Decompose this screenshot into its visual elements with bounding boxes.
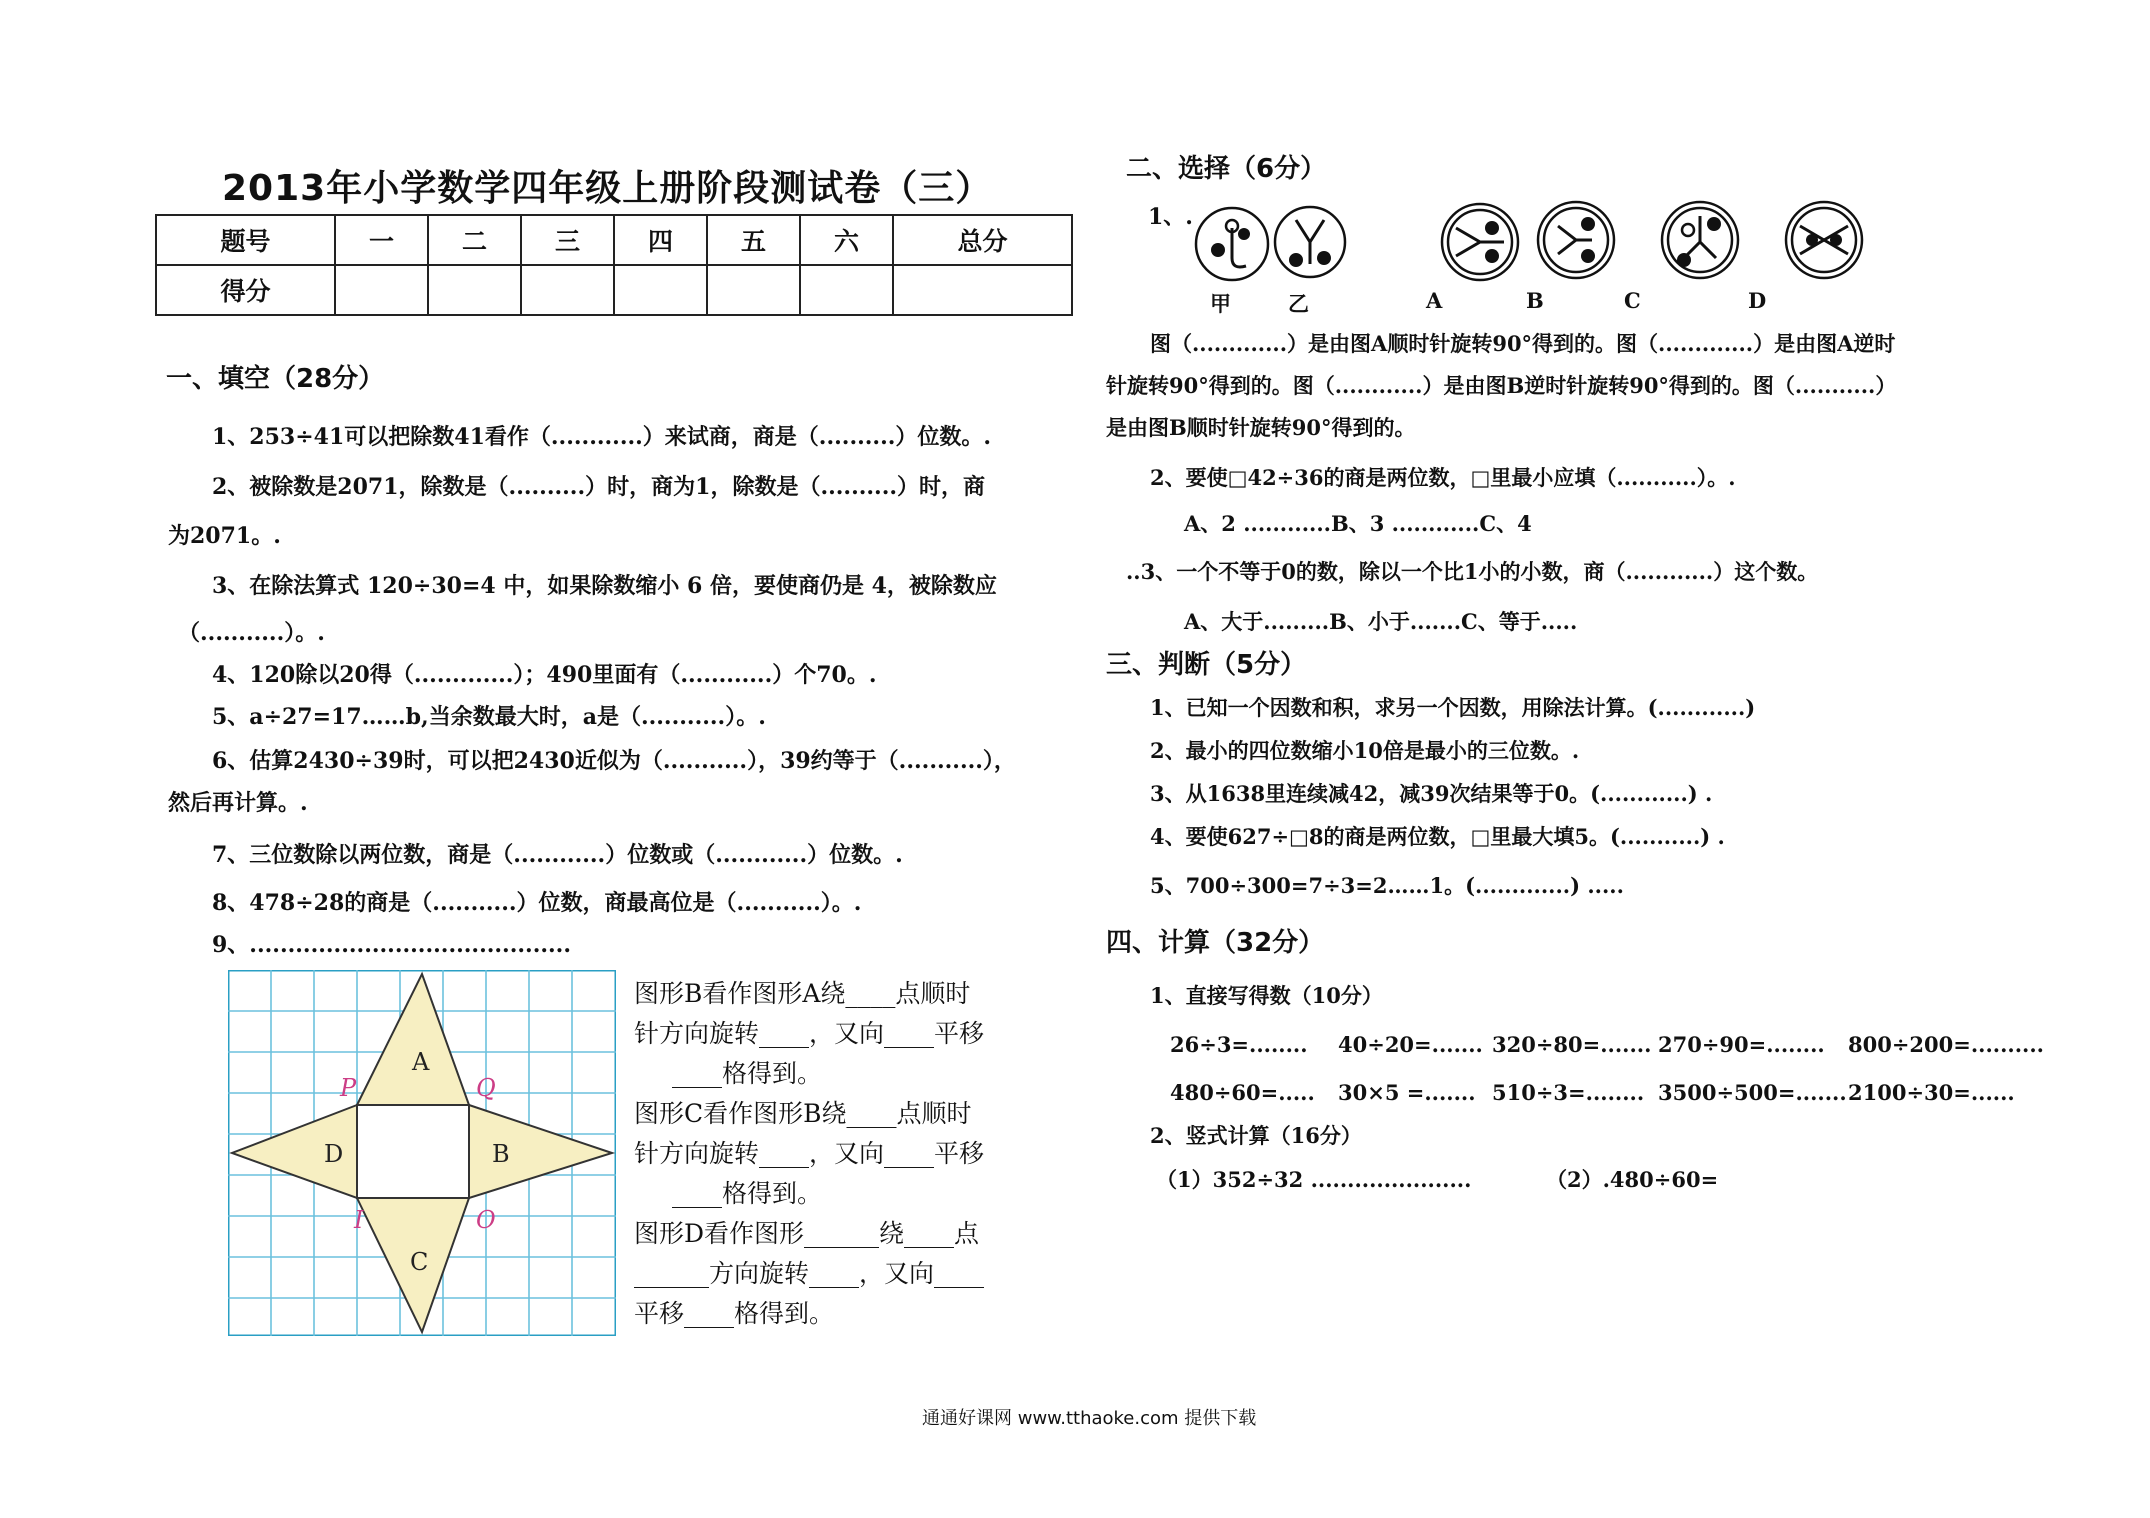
q9-line: 图形C看作图形B绕____点顺时 — [634, 1099, 972, 1128]
figure-yi — [1289, 220, 1331, 267]
figure-a — [1456, 221, 1504, 263]
rotation-grid-figure — [228, 970, 616, 1336]
q9-line: ____格得到。 — [672, 1059, 823, 1088]
circle-label-d: D — [1748, 288, 1767, 313]
question-2-1-line1: 图（.............）是由图A顺时针旋转90°得到的。图（.............）是由图A逆时 — [1150, 331, 1896, 356]
figure-jia — [1211, 220, 1250, 267]
calc-item: 3500÷500=....... — [1658, 1080, 1847, 1105]
label-d: D — [324, 1140, 344, 1168]
judge-item-5: 5、700÷300=7÷3=2……1。(.............) ..... — [1150, 873, 1624, 898]
q9-line: 图形D看作图形______绕____点 — [634, 1219, 980, 1248]
score-header-cell: 总分 — [893, 215, 1072, 265]
question-2-3: ..3、一个不等于0的数，除以一个比1小的小数，商（............）这个数。 — [1126, 559, 1819, 584]
circle-label-yi: 乙 — [1288, 291, 1309, 316]
score-header-cell: 六 — [800, 215, 893, 265]
judge-item-3: 3、从1638里连续减42，减39次结果等于0。(............) . — [1150, 781, 1713, 806]
question-1-1: 1、253÷41可以把除数41看作（............）来试商，商是（..........）位数。. — [212, 424, 992, 450]
page-title: 2013年小学数学四年级上册阶段测试卷（三） — [222, 168, 993, 209]
section-heading-calc: 四、计算（32分） — [1106, 928, 1325, 958]
score-cell[interactable] — [800, 265, 893, 315]
q9-line: 针方向旋转____，又向____平移 — [634, 1019, 985, 1048]
circle-label-b: B — [1526, 288, 1544, 313]
q9-line: 平移____格得到。 — [634, 1299, 835, 1328]
point-i: I — [354, 1206, 364, 1234]
score-cell[interactable] — [614, 265, 707, 315]
question-1-8: 8、478÷28的商是（...........）位数，商最高位是（...........）。. — [212, 890, 862, 916]
question-2-2: 2、要使□42÷36的商是两位数，□里最小应填（...........）。. — [1150, 465, 1736, 490]
calc-item: 480÷60=..... — [1170, 1080, 1315, 1105]
question-1-6-cont: 然后再计算。. — [168, 790, 308, 816]
label-b: B — [492, 1140, 510, 1168]
score-header-cell: 二 — [428, 215, 521, 265]
point-o: O — [476, 1206, 496, 1234]
score-cell[interactable] — [893, 265, 1072, 315]
label-a: A — [412, 1048, 430, 1076]
question-1-2: 2、被除数是2071，除数是（..........）时，商为1，除数是（..........）时，商 — [212, 474, 986, 500]
question-1-3-cont: （...........）。. — [178, 620, 325, 646]
question-1-3: 3、在除法算式 120÷30=4 中，如果除数缩小 6 倍，要使商仍是 4，被除数应 — [212, 573, 997, 599]
question-2-1-line3: 是由图B顺时针旋转90°得到的。 — [1106, 415, 1416, 440]
question-2-1-line2: 针旋转90°得到的。图（............）是由图B逆时针旋转90°得到的。图（...........） — [1106, 373, 1897, 398]
calc-item: 40÷20=....... — [1338, 1032, 1483, 1057]
calc-sub-heading-1: 1、直接写得数（10分） — [1150, 983, 1383, 1008]
circle-label-jia: 甲 — [1210, 291, 1231, 316]
calc-item: 510÷3=........ — [1492, 1080, 1645, 1105]
point-q: Q — [476, 1074, 496, 1102]
score-header-cell: 一 — [335, 215, 428, 265]
section-heading-judge: 三、判断（5分） — [1106, 650, 1307, 680]
figure-d — [1800, 226, 1848, 254]
calc-sub-heading-2: 2、竖式计算（16分） — [1150, 1123, 1362, 1148]
footer-source: 通通好课网 www.tthaoke.com 提供下载 — [922, 1408, 1257, 1429]
score-table-header-row — [156, 215, 1072, 265]
calc-item: 2100÷30=...... — [1848, 1080, 2015, 1105]
score-cell[interactable] — [428, 265, 521, 315]
score-row-label: 得分 — [156, 265, 335, 315]
section-heading-fill-blank: 一、填空（28分） — [166, 364, 385, 394]
circle-label-c: C — [1624, 288, 1641, 313]
vertical-calc-2: （2）.480÷60= — [1546, 1167, 1719, 1192]
question-2-1: 1、. — [1148, 204, 1193, 230]
vertical-calc-1: （1）352÷32 ...................... — [1156, 1167, 1472, 1192]
q9-line: ____格得到。 — [672, 1179, 823, 1208]
question-1-2-cont: 为2071。. — [168, 523, 281, 549]
label-c: C — [410, 1248, 429, 1276]
rotation-circles-figure — [1188, 196, 1888, 296]
point-p: P — [340, 1074, 357, 1102]
judge-item-4: 4、要使627÷□8的商是两位数，□里最大填5。(...........) . — [1150, 824, 1725, 849]
circle-label-a: A — [1426, 288, 1443, 313]
q9-line: ______方向旋转____，又向____ — [634, 1259, 985, 1288]
q9-line: 针方向旋转____，又向____平移 — [634, 1139, 985, 1168]
score-cell[interactable] — [521, 265, 614, 315]
judge-item-2: 2、最小的四位数缩小10倍是最小的三位数。. — [1150, 738, 1580, 763]
center-square — [357, 1105, 469, 1198]
score-header-cell: 三 — [521, 215, 614, 265]
calc-item: 320÷80=....... — [1492, 1032, 1652, 1057]
calc-item: 270÷90=........ — [1658, 1032, 1825, 1057]
score-cell[interactable] — [707, 265, 800, 315]
figure-c — [1677, 216, 1721, 267]
q9-text-block — [634, 974, 984, 1334]
q9-line: 图形B看作图形A绕____点顺时 — [634, 979, 971, 1008]
score-header-cell: 五 — [707, 215, 800, 265]
judge-item-1: 1、已知一个因数和积，求另一个因数，用除法计算。(............) — [1150, 695, 1756, 720]
figure-b — [1558, 217, 1595, 263]
score-table-score-row — [156, 265, 1072, 315]
question-1-6: 6、估算2430÷39时，可以把2430近似为（...........），39约等于（...........）， — [212, 748, 1016, 774]
question-1-4: 4、120除以20得（.............）；490里面有（............）个70。. — [212, 662, 877, 688]
question-1-5: 5、a÷27=17……b,当余数最大时，a是（...........）。. — [212, 704, 766, 730]
question-1-7: 7、三位数除以两位数，商是（............）位数或（............）位数。. — [212, 842, 903, 868]
section-heading-choice: 二、选择（6分） — [1126, 154, 1327, 184]
question-2-2-options: A、2 ............B、3 ............C、4 — [1184, 511, 1532, 536]
score-header-cell: 四 — [614, 215, 707, 265]
score-table — [155, 214, 1073, 316]
calc-item: 26÷3=........ — [1170, 1032, 1308, 1057]
question-1-9: 9、.......................................... — [212, 932, 571, 958]
question-2-3-options: A、大于.........B、小于.......C、等于..... — [1184, 609, 1578, 634]
score-cell[interactable] — [335, 265, 428, 315]
score-header-cell: 题号 — [156, 215, 335, 265]
calc-item: 800÷200=.......... — [1848, 1032, 2044, 1057]
calc-item: 30×5 =....... — [1338, 1080, 1476, 1105]
